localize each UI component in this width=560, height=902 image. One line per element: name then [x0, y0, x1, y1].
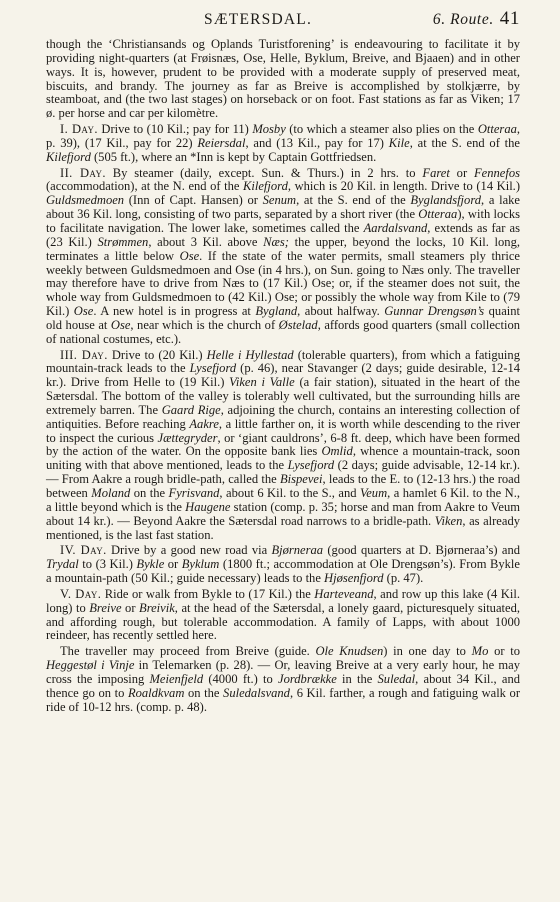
day-2-paragraph	[46, 167, 520, 347]
text-run: , p. 39), (17 Kil., pay for 22)	[46, 122, 521, 150]
place-name: Omlid	[321, 444, 353, 459]
day-2-label: II. Day.	[60, 165, 106, 180]
text-run: station (comp. p. 35; horse and man from Aakre to Veum about 14 kr.). — Beyond Aakre the Sætersdal road narrows to a bridle-path.	[46, 499, 520, 528]
place-name: Ose	[179, 248, 200, 263]
place-name: Ose	[110, 317, 131, 332]
place-name: Bispevei	[279, 472, 323, 487]
text-run: , extends as far as (23 Kil.)	[46, 220, 520, 249]
place-name: Faret	[422, 165, 450, 180]
text-run: or	[121, 600, 140, 615]
place-name: Kile	[388, 135, 410, 150]
place-name: Otteraa	[418, 207, 458, 222]
text-run: , or ‘giant cauldrons’, 6-8 ft. deep, which have been formed by the action of the water. On the opposite bank lies	[46, 430, 520, 459]
text-run: Drive to (20 Kil.)	[107, 347, 207, 362]
text-run: , a lake about 36 Kil. long, consisting of two parts, separated by a short river (the	[46, 193, 520, 222]
day-3-paragraph	[46, 349, 520, 543]
term: Jættegryder	[157, 430, 218, 445]
place-name: Suledalsvand	[223, 685, 290, 700]
day-5-label: V. Day.	[60, 586, 102, 601]
place-name: Gaard Rige	[161, 402, 221, 417]
place-name: Trydal	[46, 557, 79, 572]
route-marker	[433, 8, 520, 30]
text-run: , whence a mountain-track, soon uniting with that above mentioned, leads to the	[46, 444, 520, 473]
text-run: . If the state of the water permits, small steamers ply thrice weekly between Guldsmedmoen and Ose (in 4 hrs.), on Sun. going to Næs only. The traveller may therefore have to drive from Næs to (17 Kil.) Ose; or, if the steamer does not suit, the whole way from Guldsmedmoen to (42 Kil.) Ose; or possibly the whole way from Kile to (79 Kil.)	[46, 248, 520, 319]
text-run: , about 6 Kil. to the S., and	[219, 486, 360, 500]
route-label: 6. Route.	[432, 11, 494, 28]
place-name: Aakre	[189, 416, 219, 431]
place-name: Næs;	[263, 234, 289, 249]
text-run: , at the S. end of the	[296, 193, 411, 208]
place-name: Fennefos	[474, 165, 520, 180]
text-run: The traveller may proceed from Breive (guide.	[60, 644, 316, 659]
running-title: SÆTERSDAL.	[204, 11, 313, 28]
place-name: Ose	[73, 304, 94, 319]
text-run: (2 days; guide advisable, 12-14 kr.). — From Aakre a rough bridle-path, called the	[46, 458, 520, 487]
text-run: or to	[488, 644, 520, 659]
text-run: , about halfway.	[297, 304, 385, 319]
text-run: (505 ft.), where an *Inn is kept by Captain Gottfriedsen.	[90, 149, 377, 164]
text-run: , about 34 Kil., and thence go on to	[46, 671, 521, 700]
text-run: , and row up this lake (4 Kil. long) to	[46, 586, 520, 615]
text-run: , at the S. end of the	[409, 135, 520, 150]
place-name: Suledal	[377, 671, 416, 686]
text-run: (4000 ft.) to	[203, 671, 279, 686]
text-run: , 6 Kil. farther, a rough and fatiguing walk or ride of 10-12 hrs. (comp. p. 48).	[46, 685, 520, 714]
place-name: Harteveand	[314, 586, 374, 601]
text-run: , about 3 Kil. above	[148, 234, 264, 249]
place-name: Mosby	[252, 122, 286, 137]
day-4-paragraph	[46, 544, 520, 586]
place-name: Kilefjord	[46, 149, 91, 164]
text-run: , adjoining the church, contains an interesting collection of antiquities. Before reaching	[46, 402, 520, 431]
place-name: Jordbrække	[278, 671, 337, 686]
body-text	[46, 38, 520, 715]
place-name: Fyrisvand	[168, 486, 220, 500]
place-name: Strømmen	[97, 234, 149, 249]
day-1-label: I. Day.	[60, 122, 98, 137]
text-run: on the	[130, 486, 169, 500]
text-run: Drive to (10 Kil.; pay for 11)	[97, 122, 253, 137]
text-run: , and (13 Kil., pay for 17)	[245, 135, 389, 150]
text-run: , near which is the church of	[130, 317, 279, 332]
text-run: (p. 47).	[383, 571, 424, 586]
text-run: in the	[336, 671, 378, 686]
person-name: Gunnar Drengsøn’s	[384, 304, 485, 319]
place-name: Hjøsenfjord	[324, 571, 384, 586]
text-run: ) in one day to	[383, 644, 472, 659]
text-run: (Inn of Capt. Hansen) or	[124, 193, 263, 208]
place-name: Bjørneraa	[271, 543, 324, 558]
text-run: or	[449, 165, 474, 180]
text-run: (tolerable quarters), from which a fatiguing mountain-track leads to the	[46, 347, 520, 376]
place-name: Guldsmedmoen	[46, 193, 125, 208]
text-run: in Telemarken (p. 28). — Or, leaving Breive at a very early hour, he may cross the imposing	[46, 658, 520, 686]
place-name: Viken i Valle	[229, 375, 295, 390]
place-name: Haugene	[185, 499, 231, 514]
place-name: Breive	[89, 600, 122, 615]
text-run: on the	[184, 685, 224, 700]
place-name: Otteraa	[477, 122, 517, 137]
place-name: Senum	[262, 193, 297, 208]
day-4-label: IV. Day.	[60, 543, 107, 558]
place-name: Meienfjeld	[149, 671, 204, 686]
place-name: Mo	[471, 644, 489, 659]
place-name: Roaldkvam	[127, 685, 185, 700]
text-run: , as already mentioned, is the last fast station.	[46, 513, 520, 542]
text-run: to (3 Kil.)	[78, 557, 137, 572]
text-run: , affords good quarters (small collection of national costumes, etc.).	[46, 317, 520, 346]
running-header	[46, 8, 520, 30]
text-run: the upper, beyond the locks, 10 Kil. long, terminates a little below	[46, 234, 520, 263]
text-run: . A new hotel is in progress at	[93, 304, 256, 319]
place-name: Bykle	[136, 557, 165, 572]
place-name: Kilefjord	[243, 179, 288, 194]
text-run: or	[164, 557, 182, 572]
text-run: , which is 20 Kil. in length. Drive to (14 Kil.)	[287, 179, 520, 194]
intro-paragraph: though the ‘Christiansands og Oplands Turistforening’ is endeavouring to facilitate it by providing night-quarters (at Frøisnæs, Ose, Helle, Byklum, Breive, and Bjaaen) and in other ways. It is, however, prudent to be provided with a moderate supply of preserved meat, biscuits, and brandy. The journey as far as Breive is accomplished by stolkjærre, by steamboat, and (the two last stages) on horseback or on foot. Fast stations as far as Viken; 17 ø. per horse and car per kilomètre.	[46, 37, 520, 121]
day-3-label: III. Day.	[60, 347, 108, 362]
text-run: , a little farther on, it is worth while descending to the river to inspect the curious	[46, 416, 520, 445]
text-run: (to which a steamer also plies on the	[285, 122, 478, 137]
text-run: (1800 ft.; accommodation at Ole Drengsøn’s). From Bykle a mountain-path (50 Kil.; guide necessary) leads to the	[46, 557, 520, 586]
place-name: Lysefjord	[189, 361, 237, 376]
text-run: (accommodation), at the N. end of the	[46, 179, 244, 194]
text-run: (a fair station), situated in the heart of the Sætersdal. The bottom of the valley is tolerably well cultivated, but the surrounding hills are extremely barren. The	[46, 375, 520, 417]
day-1-paragraph	[46, 123, 520, 165]
place-name: Viken	[434, 513, 463, 528]
page-number: 41	[499, 8, 520, 29]
text-run: , at the head of the Sætersdal, a lonely gaard, picturesquely situated, and affording rough, but tolerable accommodation. A family of Lapps, with about 1000 reindeer, has recently settled here.	[46, 600, 520, 643]
text-run: , leads to the E. to (12-13 hrs.) the road between	[46, 472, 520, 500]
place-name: Veum	[359, 486, 388, 500]
place-name: Aardalsvand	[363, 220, 428, 235]
place-name: Lysefjord	[287, 458, 335, 473]
text-run: ), with locks to facilitate navigation. The lower lake, sometimes called the	[46, 207, 520, 235]
text-run: Ride or walk from Bykle to (17 Kil.) the	[101, 586, 315, 601]
place-name: Heggestøl i Vinje	[46, 658, 135, 673]
place-name: Byklum	[181, 557, 220, 572]
place-name: Helle i Hyllestad	[206, 347, 294, 362]
place-name: Byglandsfjord	[410, 193, 482, 208]
place-name: Moland	[91, 486, 131, 500]
person-name: Ole Knudsen	[315, 644, 384, 659]
closing-paragraph	[46, 645, 520, 714]
text-run: , a hamlet 6 Kil. to the N., a little beyond which is the	[46, 486, 521, 514]
text-run: By steamer (daily, except. Sun. & Thurs.) in 2 hrs. to	[105, 165, 423, 180]
place-name: Bygland	[255, 304, 298, 319]
place-name: Breivik	[139, 600, 175, 615]
place-name: Østelad	[278, 317, 318, 332]
place-name: Reiersdal	[197, 135, 246, 150]
text-run: (p. 46), near Stavanger (2 days; guide desirable, 12-14 kr.). Drive from Helle to (19 Kil.)	[46, 361, 520, 390]
text-run: (good quarters at D. Bjørneraa’s) and	[323, 543, 521, 558]
text-run: Drive by a good new road via	[106, 543, 272, 558]
day-5-paragraph	[46, 588, 520, 643]
text-run: quaint old house at	[46, 304, 521, 332]
